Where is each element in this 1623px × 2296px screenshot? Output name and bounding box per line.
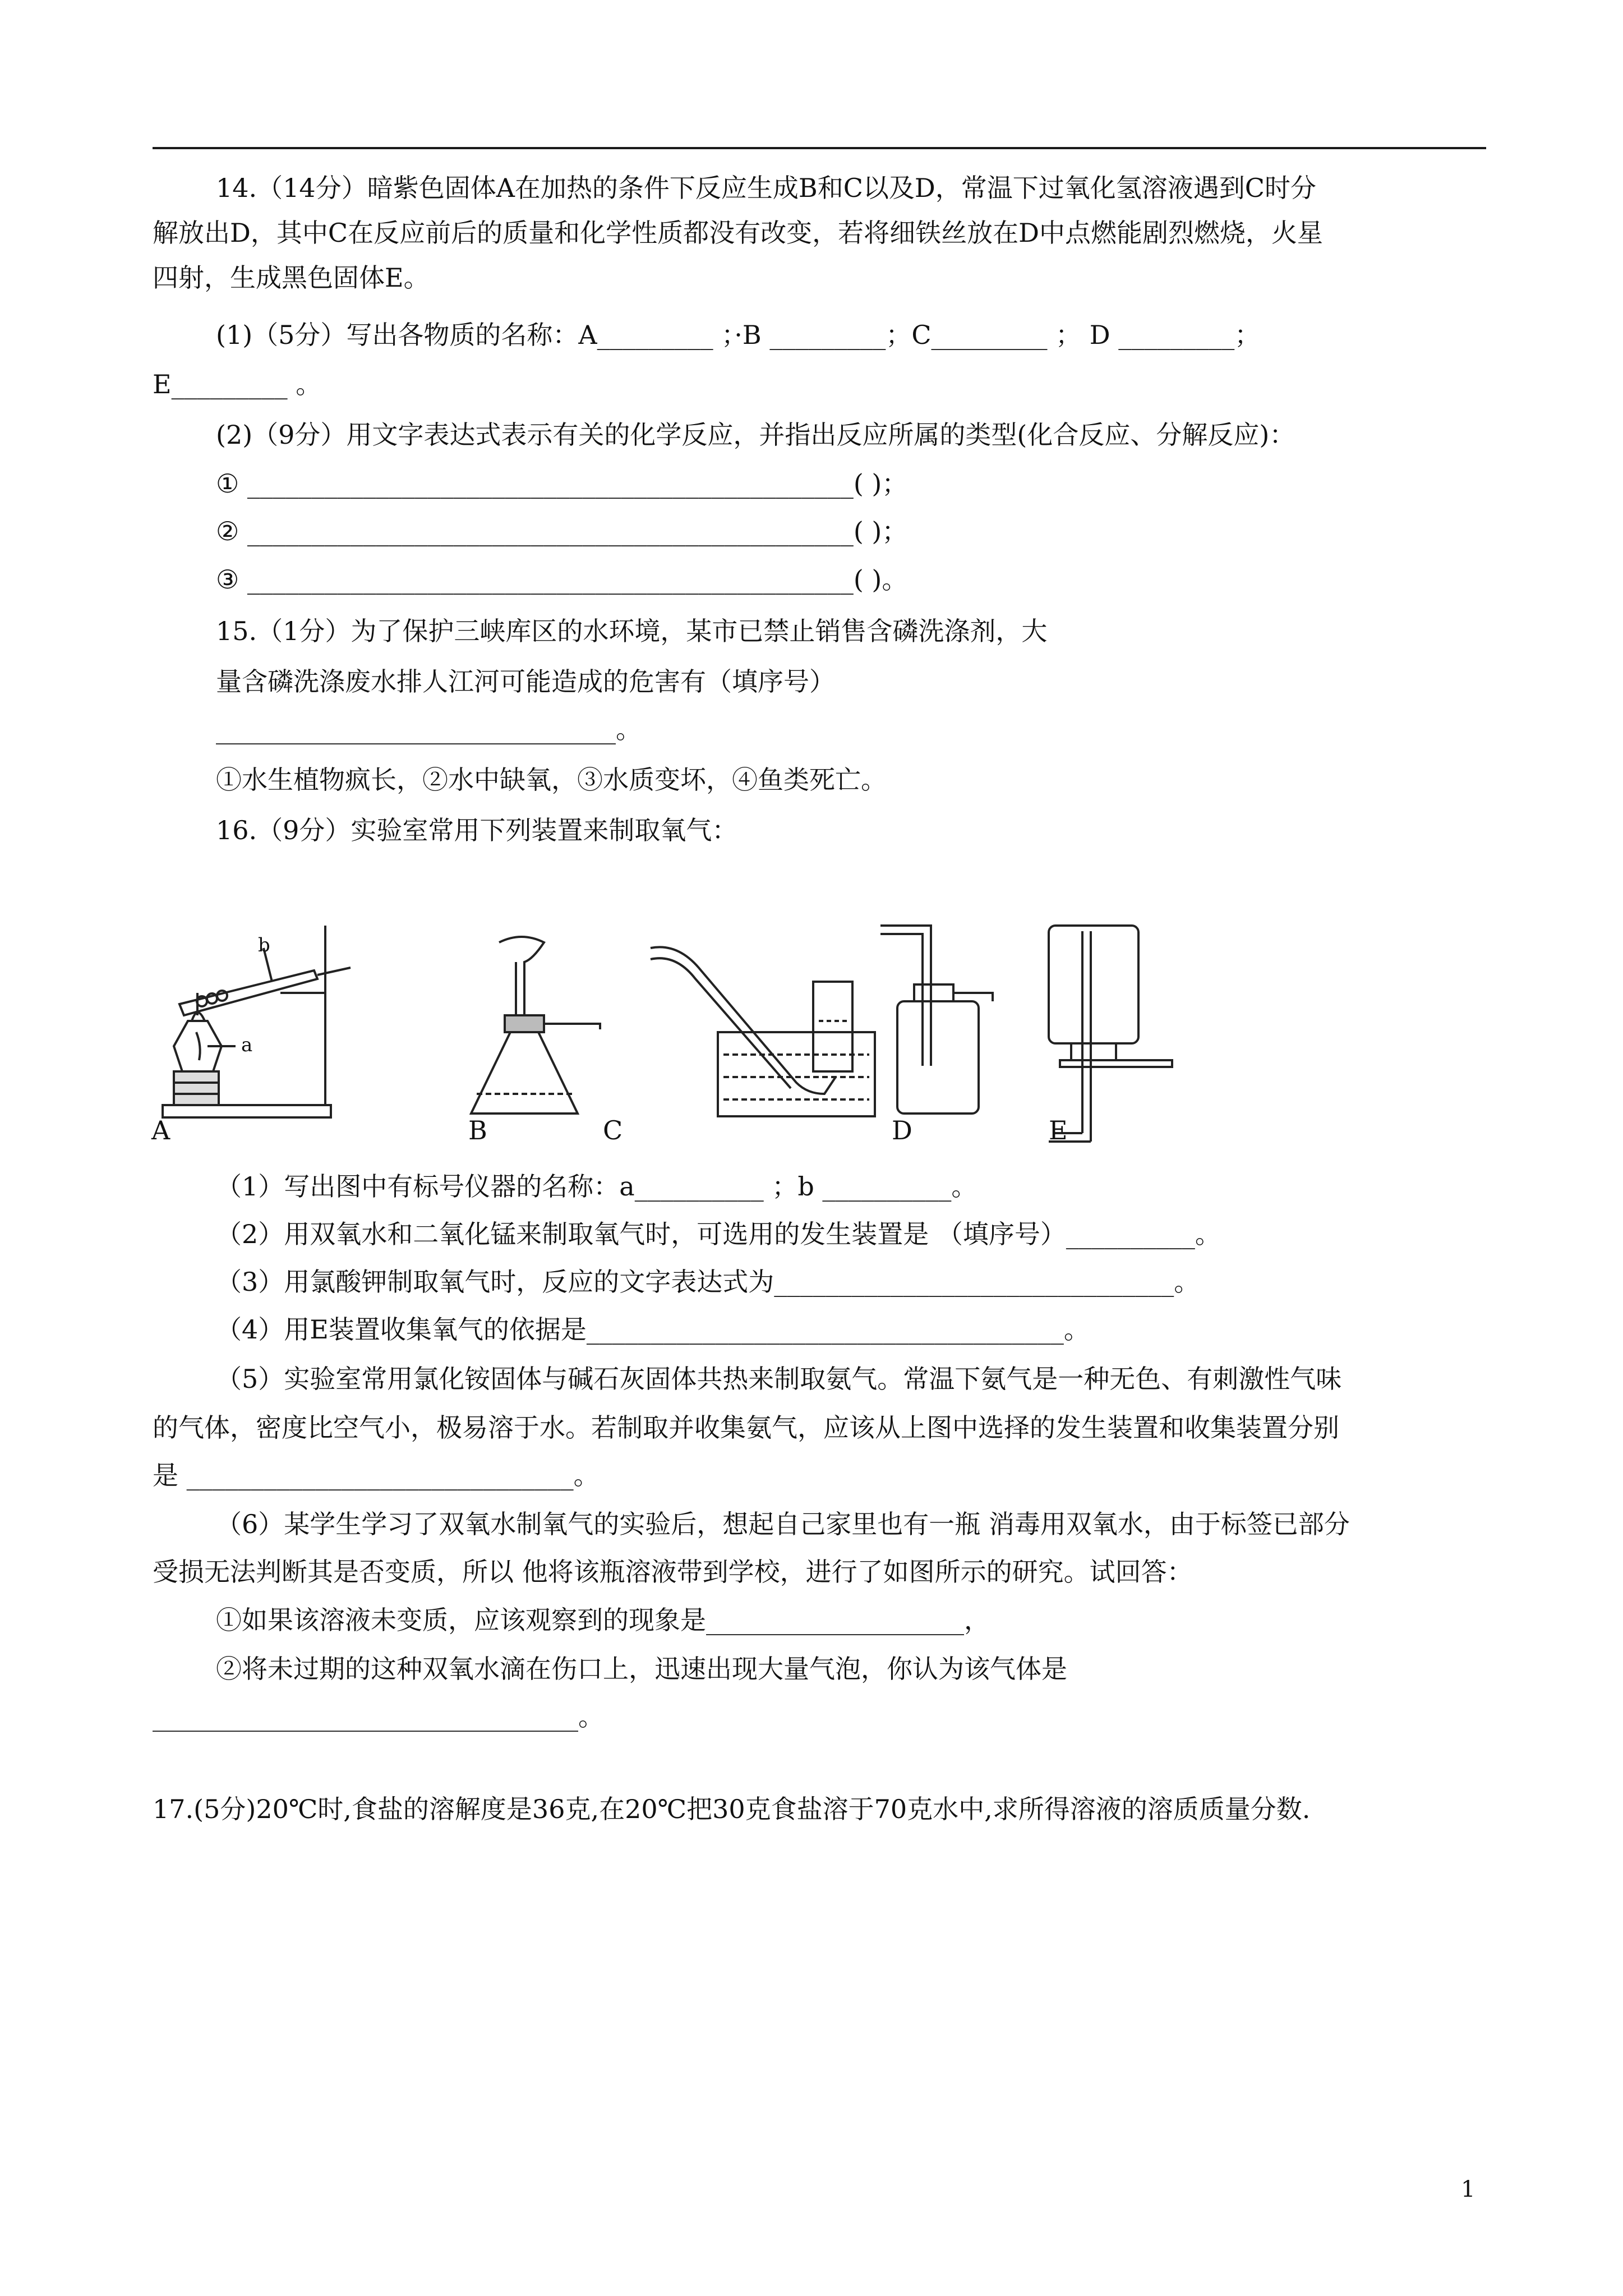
q16-part6-line1: （6）某学生学习了双氧水制氧气的实验后，想起自己家里也有一瓶 消毒用双氧水，由于标签已部分 <box>216 1509 1350 1539</box>
apparatus-b <box>471 937 600 1114</box>
figure-label-a-apparatus: A <box>151 1115 170 1145</box>
q17-stem: 17.(5分)20℃时,食盐的溶解度是36克,在20℃把30克食盐溶于70克水中,求所得溶液的溶质质量分数. <box>153 1794 1311 1824</box>
q16-part5-line2: 的气体，密度比空气小，极易溶于水。若制取并收集氨气，应该从上图中选择的发生装置和收集装置分别 <box>153 1412 1339 1443</box>
q14-answer-3: ③ _______________________________________________( )。 <box>216 564 908 595</box>
q14-stem-line2: 解放出D，其中C在反应前后的质量和化学性质都没有改变，若将细铁丝放在D中点燃能剧烈燃烧，火星 <box>153 218 1323 248</box>
q16-part6-answer-blank: _________________________________。 <box>153 1701 604 1732</box>
q16-part5-line1: （5）实验室常用氯化铵固体与碱石灰固体共热来制取氨气。常温下氨气是一种无色、有刺激性气味 <box>216 1364 1342 1394</box>
q16-part6-question1: ①如果该溶液未变质，应该观察到的现象是____________________， <box>216 1605 990 1635</box>
page-number: 1 <box>1461 2177 1476 2202</box>
apparatus-figure <box>151 909 1195 1150</box>
q15-answer-blank: _______________________________。 <box>216 714 642 744</box>
figure-label-c-apparatus: C <box>603 1115 623 1145</box>
q14-answer-1: ① _______________________________________________( )； <box>216 468 908 499</box>
q16-part6-question2: ②将未过期的这种双氧水滴在伤口上，迅速出现大量气泡，你认为该气体是 <box>216 1654 1067 1684</box>
figure-label-d-apparatus: D <box>892 1115 912 1145</box>
apparatus-e <box>1049 926 1172 1145</box>
q16-part1: （1）写出图中有标号仪器的名称：a__________ ；b __________。 <box>216 1171 978 1202</box>
q14-stem-line1: 14.（14分）暗紫色固体A在加热的条件下反应生成B和C以及D，常温下过氧化氢溶液遇到C时分 <box>216 173 1316 203</box>
q16-part4: （4）用E装置收集氧气的依据是_____________________________________。 <box>216 1314 1090 1345</box>
q16-part2: （2）用双氧水和二氧化锰来制取氧气时，可选用的发生装置是 （填序号）__________。 <box>216 1219 1221 1249</box>
apparatus-drawing <box>151 909 1195 1150</box>
q15-stem-line2: 量含磷洗涤废水排人江河可能造成的危害有（填序号） <box>216 666 835 697</box>
q14-part1-cont: E_________ 。 <box>153 369 322 399</box>
figure-label-a-instrument: a <box>241 1034 253 1056</box>
figure-label-e-apparatus: E <box>1049 1115 1068 1145</box>
q16-part3: （3）用氯酸钾制取氧气时，反应的文字表达式为_______________________________。 <box>216 1267 1200 1297</box>
q16-part6-line2: 受损无法判断其是否变质，所以 他将该瓶溶液带到学校，进行了如图所示的研究。试回答： <box>153 1557 1193 1587</box>
q14-part2: (2)（9分）用文字表达式表示有关的化学反应，并指出反应所属的类型(化合反应、分解反应)： <box>216 420 1295 450</box>
q15-stem-line1: 15.（1分）为了保护三峡库区的水环境，某市已禁止销售含磷洗涤剂，大 <box>216 616 1048 646</box>
q14-stem-line3: 四射，生成黑色固体E。 <box>153 263 430 293</box>
figure-label-b-apparatus: B <box>468 1115 487 1145</box>
header-rule <box>153 147 1486 149</box>
q15-options: ①水生植物疯长，②水中缺氧，③水质变坏，④鱼类死亡。 <box>216 765 887 795</box>
q16-part5-line3: 是 ______________________________。 <box>153 1460 600 1490</box>
figure-label-b-instrument: b <box>258 934 270 956</box>
q14-answer-2: ② _______________________________________________( )； <box>216 516 908 546</box>
apparatus-d <box>880 926 993 1114</box>
apparatus-a <box>163 926 351 1117</box>
apparatus-c <box>651 947 875 1116</box>
q14-part1: (1)（5分）写出各物质的名称：A_________ ；·B _________；C_________ ； D _________； <box>216 320 1261 350</box>
q16-stem: 16.（9分）实验室常用下列装置来制取氧气： <box>216 815 738 845</box>
